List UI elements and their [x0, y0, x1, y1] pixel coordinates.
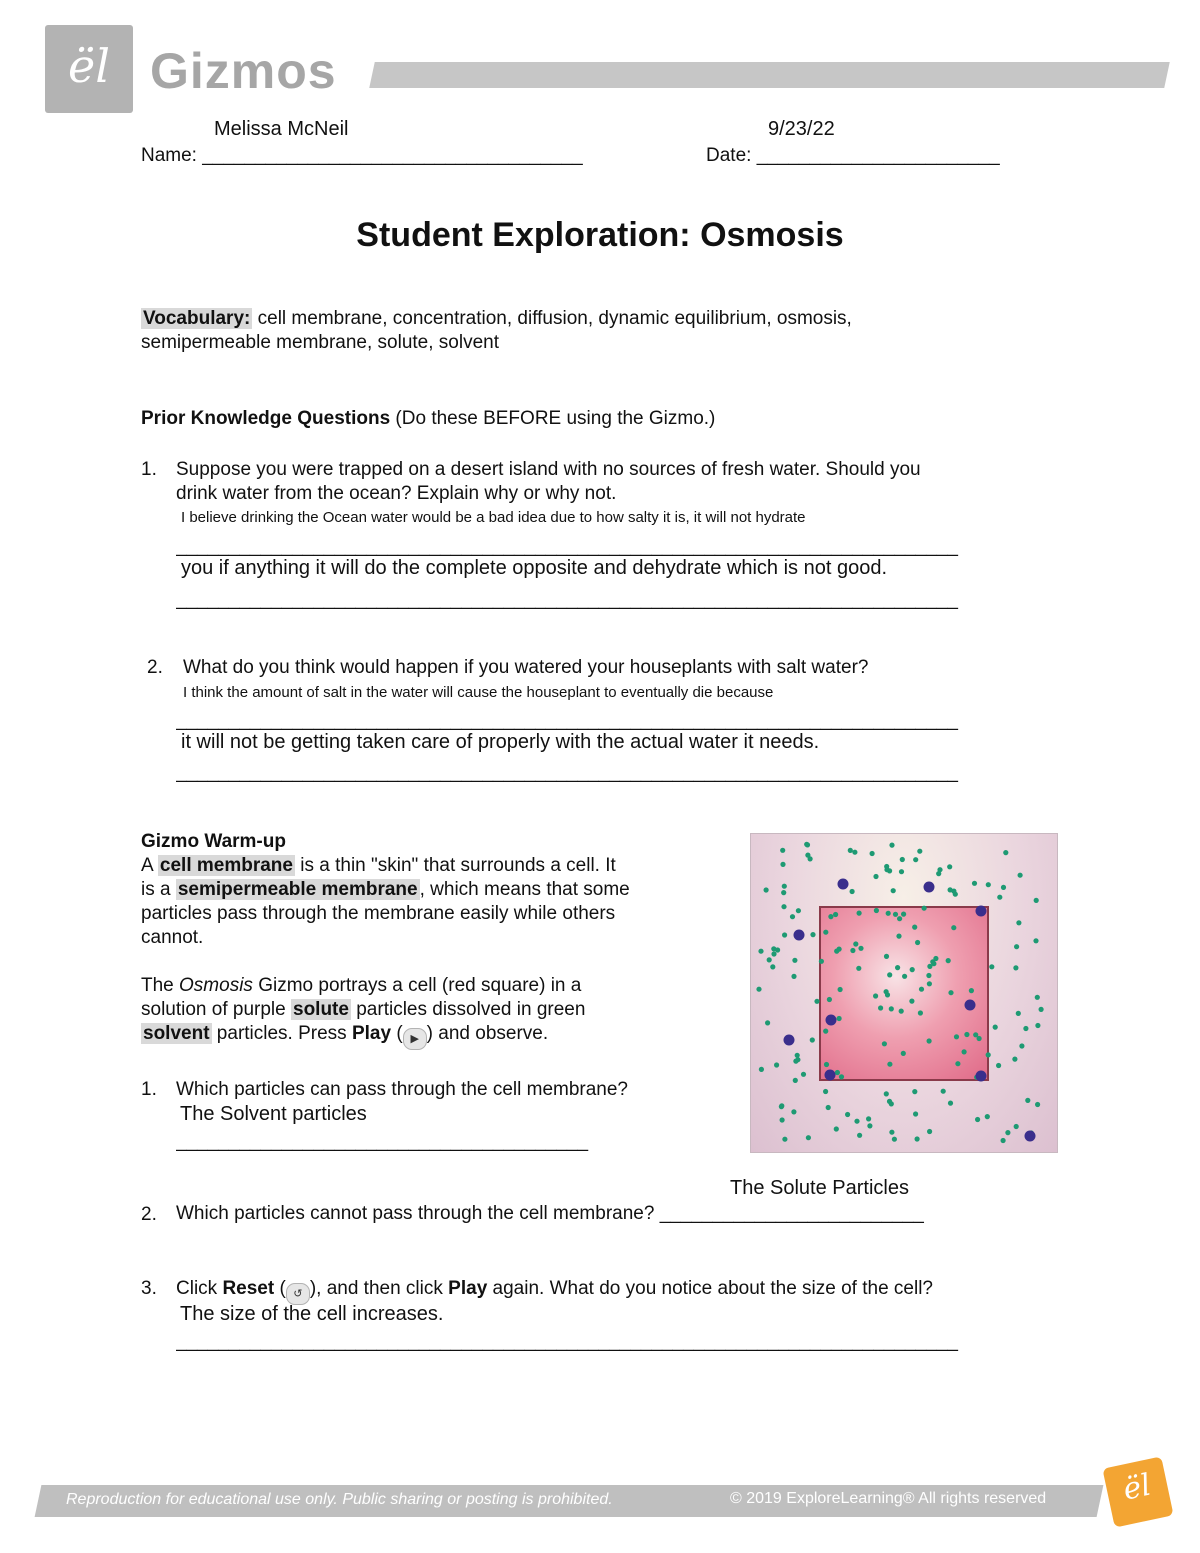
text-run: Gizmo portrays a cell (red square) in a [252, 975, 582, 996]
solvent-particle [926, 973, 931, 978]
solvent-particle [770, 964, 775, 969]
solute-particle [784, 1035, 795, 1046]
answer-line: __________________________________________________________________________ [176, 710, 958, 731]
solvent-particle [986, 1052, 991, 1057]
vocabulary-line2: semipermeable membrane, solute, solvent [141, 332, 500, 353]
warmup-q1-answer: The Solvent particles [180, 1103, 367, 1125]
logo-glyph: ël [68, 39, 110, 93]
solvent-particle [897, 916, 902, 921]
solvent-particle [782, 884, 787, 889]
solvent-particle [771, 951, 776, 956]
solvent-particle [893, 912, 898, 917]
solvent-particle [866, 1116, 871, 1121]
solvent-particle [857, 1133, 862, 1138]
solvent-particle [824, 1062, 829, 1067]
solvent-particle [913, 857, 918, 862]
solvent-particle [913, 1111, 918, 1116]
answer-line: __________________________________________________________________________ [176, 762, 958, 783]
solvent-particle [901, 1051, 906, 1056]
solvent-particle [996, 1063, 1001, 1068]
solvent-particle [882, 1041, 887, 1046]
solvent-particle [793, 1078, 798, 1083]
solvent-particle [955, 1061, 960, 1066]
solvent-particle [1034, 898, 1039, 903]
solvent-particle [837, 947, 842, 952]
solvent-particle [801, 1072, 806, 1077]
prior-heading-label: Prior Knowledge Questions [141, 408, 391, 429]
header-bar [369, 62, 1170, 88]
solvent-particle [889, 1130, 894, 1135]
solvent-particle [912, 925, 917, 930]
solvent-particle [767, 957, 772, 962]
solvent-particle [765, 1020, 770, 1025]
solvent-particle [782, 1137, 787, 1142]
solvent-particle [792, 958, 797, 963]
solvent-particle [782, 932, 787, 937]
reset-label: Reset [222, 1278, 275, 1299]
prior-q1-line1: Suppose you were trapped on a desert island with no sources of fresh water. Should you [176, 459, 921, 480]
prior-q1-question [176, 458, 1056, 506]
warmup-q3-question: Click Reset ( ↺ ), and then click Play again. What do you notice about the size of the cell? [176, 1277, 1056, 1305]
solvent-particle [896, 934, 901, 939]
text-run: A [141, 855, 158, 876]
footer-copyright: © 2019 ExploreLearning® All rights reserved [730, 1490, 1047, 1507]
solute-particle [965, 1000, 976, 1011]
solvent-particle [814, 999, 819, 1004]
solvent-particle [962, 1049, 967, 1054]
solvent-particle [884, 989, 889, 994]
warmup-q1-number: 1. [141, 1079, 157, 1100]
solvent-particle [781, 890, 786, 895]
solvent-particle [828, 914, 833, 919]
solvent-particle [985, 1114, 990, 1119]
solvent-particle [969, 988, 974, 993]
solvent-particle [889, 1006, 894, 1011]
solvent-particle [933, 956, 938, 961]
solute-particle [976, 1071, 987, 1082]
solvent-particle [1023, 1026, 1028, 1031]
osmosis-simulation-image [750, 833, 1058, 1153]
prior-heading-note: (Do these BEFORE using the Gizmo.) [390, 408, 716, 429]
date-field: Date: _______________________ [706, 145, 1000, 166]
text-run: , and then click [316, 1278, 449, 1299]
solvent-particle [1016, 920, 1021, 925]
solvent-particle [833, 912, 838, 917]
solvent-particle [791, 1109, 796, 1114]
vocabulary-line1: cell membrane, concentration, diffusion, dynamic equilibrium, osmosis, [252, 308, 852, 329]
solvent-particle [948, 990, 953, 995]
solvent-particle [823, 1029, 828, 1034]
solvent-particle [839, 1074, 844, 1079]
solvent-particle [764, 887, 769, 892]
solvent-particle [853, 941, 858, 946]
answer-line: __________________________________________________________________________ [176, 536, 958, 557]
solvent-particle [1013, 965, 1018, 970]
solvent-particle [975, 1117, 980, 1122]
solvent-particle [927, 981, 932, 986]
footer-notice: Reproduction for educational use only. Public sharing or posting is prohibited. [66, 1491, 613, 1508]
solvent-particle [948, 887, 953, 892]
vocabulary [141, 307, 1061, 355]
solvent-particle [947, 864, 952, 869]
solvent-particle [810, 1037, 815, 1042]
prior-q1-answer-2: you if anything it will do the complete opposite and dehydrate which is not good. [181, 557, 887, 579]
solvent-particle [954, 1034, 959, 1039]
solvent-particle [805, 853, 810, 858]
name-field: Name: ____________________________________ [141, 145, 583, 166]
solvent-particle [1014, 1124, 1019, 1129]
solvent-particle [1012, 1057, 1017, 1062]
solute-particle [1025, 1131, 1036, 1142]
text-run: is a thin "skin" that surrounds a cell. It [294, 855, 616, 876]
gizmo-name: Osmosis [179, 975, 253, 996]
solvent-particle [1018, 873, 1023, 878]
solvent-particle [936, 871, 941, 876]
solvent-particle [884, 954, 889, 959]
solvent-particle [850, 889, 855, 894]
particles-layer [751, 834, 1057, 1152]
solvent-particle [823, 930, 828, 935]
solvent-particle [884, 1091, 889, 1096]
solvent-particle [1016, 1011, 1021, 1016]
solvent-particle [1014, 944, 1019, 949]
solvent-particle [795, 1053, 800, 1058]
solvent-particle [858, 946, 863, 951]
solute-particle [825, 1070, 836, 1081]
solvent-particle [948, 1101, 953, 1106]
answer-line: _______________________________________ [176, 1131, 589, 1152]
prior-q1-line2: drink water from the ocean? Explain why or why not. [176, 483, 617, 504]
solvent-particle [1033, 938, 1038, 943]
solvent-particle [845, 1112, 850, 1117]
solvent-particle [919, 987, 924, 992]
solvent-particle [857, 911, 862, 916]
solvent-particle [874, 908, 879, 913]
solvent-particle [899, 869, 904, 874]
solvent-particle [886, 911, 891, 916]
solvent-particle [927, 1038, 932, 1043]
explorelearning-logo [1102, 1456, 1173, 1527]
warmup-q3-answer: The size of the cell increases. [180, 1303, 444, 1325]
solvent-particle [973, 1032, 978, 1037]
solvent-particle [986, 882, 991, 887]
solvent-particle [887, 1062, 892, 1067]
solvent-particle [870, 851, 875, 856]
student-name: Melissa McNeil [214, 118, 349, 140]
warmup-q1-question: Which particles can pass through the cell membrane? [176, 1079, 629, 1100]
solvent-particle [779, 1104, 784, 1109]
solvent-particle [759, 1067, 764, 1072]
solvent-particle [946, 958, 951, 963]
solvent-particle [1003, 850, 1008, 855]
solvent-particle [910, 967, 915, 972]
solvent-particle [1019, 1043, 1024, 1048]
solvent-particle [780, 862, 785, 867]
text-run: The [141, 975, 180, 996]
term-solvent: solvent [143, 1023, 210, 1044]
solvent-particle [1035, 995, 1040, 1000]
solvent-particle [927, 1129, 932, 1134]
solvent-particle [826, 1105, 831, 1110]
solvent-particle [837, 1016, 842, 1021]
solvent-particle [989, 964, 994, 969]
solvent-particle [915, 940, 920, 945]
solvent-particle [850, 948, 855, 953]
solvent-particle [1001, 1138, 1006, 1143]
text-run: particles. Press [211, 1023, 352, 1044]
page-title: Student Exploration: Osmosis [356, 216, 844, 254]
warmup-intro: Gizmo Warm-up A cell membrane is a thin "skin" that surrounds a cell. It is a semipermeable membrane , which means that some particles pass through the membrane easily while others cannot. The Osmosis Gizmo portrays a cell (red square) in a solution of purple solute particles dissolved in green solvent particles. Press Play ( ▶ ) and observe. [141, 830, 711, 1050]
solvent-particle [867, 1123, 872, 1128]
play-label: Play [448, 1278, 488, 1299]
solvent-particle [791, 974, 796, 979]
solvent-particle [887, 1099, 892, 1104]
solvent-particle [972, 881, 977, 886]
text-run: Click [176, 1278, 223, 1299]
warmup-q2-question: Which particles cannot pass through the cell membrane? _________________________ [176, 1203, 924, 1224]
solvent-particle [901, 912, 906, 917]
warmup-q2-number: 2. [141, 1204, 157, 1225]
text-run: is a [141, 879, 176, 900]
prior-q1-answer-1: I believe drinking the Ocean water would be a bad idea due to how salty it is, it will not hydrate [181, 509, 806, 526]
solvent-particle [771, 946, 776, 951]
text-run: , which means that some [419, 879, 630, 900]
solute-particle [794, 930, 805, 941]
solvent-particle [899, 1009, 904, 1014]
solvent-particle [819, 959, 824, 964]
solute-particle [976, 906, 987, 917]
term-solute: solute [293, 999, 349, 1020]
footer-logo-glyph: ël [1120, 1467, 1155, 1508]
prior-q2-number: 2. [147, 657, 163, 678]
prior-q2-question: What do you think would happen if you watered your houseplants with salt water? [183, 657, 869, 678]
solvent-particle [1035, 1023, 1040, 1028]
warmup-q2-answer: The Solute Particles [730, 1177, 909, 1199]
solvent-particle [889, 843, 894, 848]
solvent-particle [834, 1126, 839, 1131]
solvent-particle [997, 895, 1002, 900]
solvent-particle [756, 987, 761, 992]
solvent-particle [891, 888, 896, 893]
solvent-particle [827, 997, 832, 1002]
solvent-particle [1035, 1102, 1040, 1107]
answer-line: __________________________________________________________________________ [176, 589, 958, 610]
solvent-particle [758, 949, 763, 954]
solvent-particle [1039, 1007, 1044, 1012]
solvent-particle [806, 1135, 811, 1140]
solvent-particle [848, 848, 853, 853]
solvent-particle [953, 892, 958, 897]
solvent-particle [854, 1119, 859, 1124]
text-run: cannot. [141, 927, 204, 948]
solvent-particle [805, 842, 810, 847]
text-run: again. What do you notice about the size of the cell? [487, 1278, 933, 1299]
solvent-particle [796, 908, 801, 913]
term-semipermeable-membrane: semipermeable membrane [177, 879, 418, 900]
solvent-particle [878, 1005, 883, 1010]
play-icon: ▶ [403, 1028, 427, 1050]
answer-line: __________________________________________________________________________ [176, 1331, 958, 1352]
solvent-particle [909, 999, 914, 1004]
warmup-heading: Gizmo Warm-up [141, 831, 286, 852]
solvent-particle [918, 1010, 923, 1015]
prior-q2-answer-1: I think the amount of salt in the water will cause the houseplant to eventually die because [183, 684, 774, 701]
solvent-particle [774, 1062, 779, 1067]
solvent-particle [900, 857, 905, 862]
solvent-particle [951, 925, 956, 930]
reset-icon: ↺ [286, 1283, 310, 1305]
solvent-particle [781, 904, 786, 909]
solvent-particle [852, 850, 857, 855]
solvent-particle [917, 849, 922, 854]
solvent-particle [993, 1025, 998, 1030]
solvent-particle [895, 965, 900, 970]
text-run: particles pass through the membrane easily while others [141, 903, 616, 924]
solvent-particle [780, 848, 785, 853]
solvent-particle [884, 867, 889, 872]
solvent-particle [838, 987, 843, 992]
term-cell-membrane: cell membrane [159, 855, 293, 876]
solvent-particle [912, 1089, 917, 1094]
prior-q2-answer-2: it will not be getting taken care of properly with the actual water it needs. [181, 731, 820, 753]
solvent-particle [964, 1032, 969, 1037]
solvent-particle [887, 972, 892, 977]
solvent-particle [1025, 1098, 1030, 1103]
solvent-particle [823, 1089, 828, 1094]
vocabulary-label: Vocabulary: [143, 308, 251, 329]
warmup-q3-number: 3. [141, 1278, 157, 1299]
solvent-particle [795, 1057, 800, 1062]
play-label: Play [351, 1023, 392, 1044]
solute-particle [838, 879, 849, 890]
prior-knowledge-heading [141, 407, 715, 431]
solvent-particle [892, 1137, 897, 1142]
solvent-particle [856, 966, 861, 971]
brand-name: Gizmos [150, 43, 337, 99]
prior-q1-number: 1. [141, 459, 157, 480]
text-run: and observe. [433, 1023, 549, 1044]
solvent-particle [915, 1136, 920, 1141]
text-run: solution of purple [141, 999, 291, 1020]
solvent-particle [1001, 885, 1006, 890]
solvent-particle [810, 932, 815, 937]
solvent-particle [922, 906, 927, 911]
solvent-particle [780, 1117, 785, 1122]
solvent-particle [1005, 1130, 1010, 1135]
date-value: 9/23/22 [768, 118, 835, 140]
solvent-particle [941, 1089, 946, 1094]
solute-particle [826, 1015, 837, 1026]
solvent-particle [873, 874, 878, 879]
solvent-particle [835, 1070, 840, 1075]
solvent-particle [873, 993, 878, 998]
solute-particle [924, 882, 935, 893]
text-run: particles dissolved in green [350, 999, 586, 1020]
solvent-particle [790, 914, 795, 919]
solvent-particle [902, 974, 907, 979]
gizmos-logo [45, 25, 133, 113]
